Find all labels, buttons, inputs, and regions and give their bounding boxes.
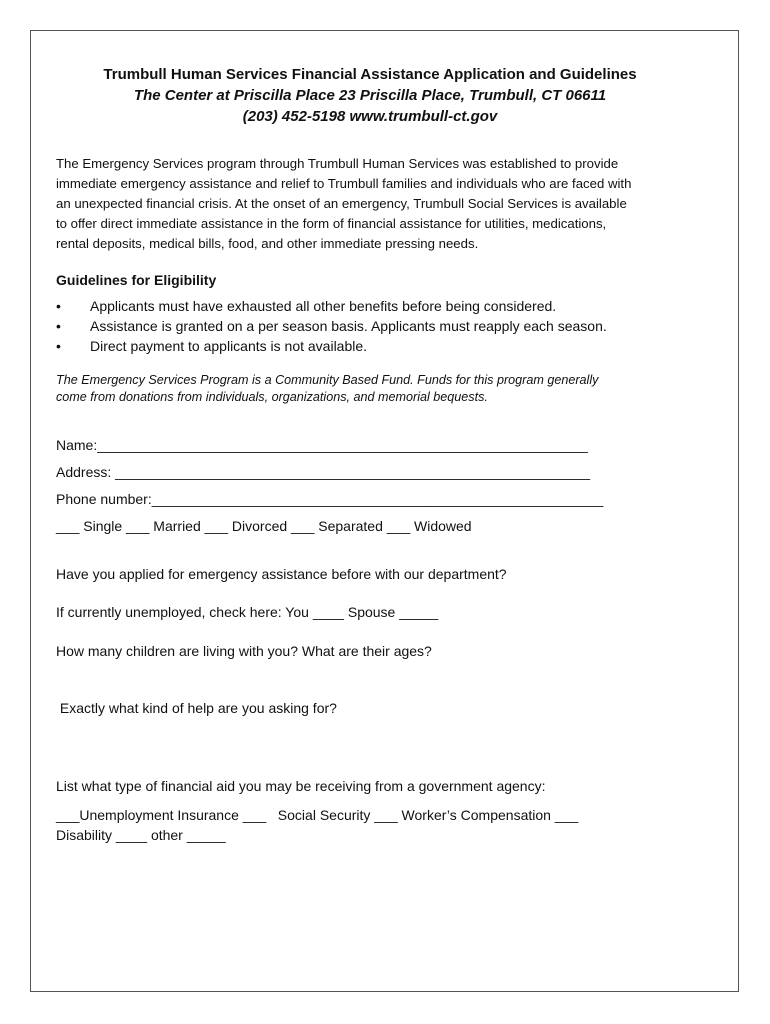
bullet-icon: •	[56, 298, 61, 314]
question-help-needed: Exactly what kind of help are you asking for?	[56, 700, 337, 716]
question-children: How many children are living with you? What are their ages?	[56, 643, 432, 659]
guideline-text: Direct payment to applicants is not available.	[90, 338, 368, 354]
bullet-icon: •	[56, 338, 61, 354]
fund-note-line: come from donations from individuals, organizations, and memorial bequests.	[56, 390, 488, 404]
guideline-item	[56, 318, 607, 334]
phone-field[interactable]: Phone number:__________________________________________________________	[56, 491, 604, 507]
intro-paragraph	[56, 154, 686, 254]
guideline-text: Applicants must have exhausted all other benefits before being considered.	[90, 298, 557, 314]
marital-status-options[interactable]: ___ Single ___ Married ___ Divorced ___ Separated ___ Widowed	[56, 518, 472, 534]
guideline-text: Assistance is granted on a per season basis. Applicants must reapply each season.	[90, 318, 607, 334]
name-field[interactable]: Name:_______________________________________________________________	[56, 437, 588, 453]
intro-line: immediate emergency assistance and relief to Trumbull families and individuals who are faced with	[56, 176, 632, 191]
guidelines-heading: Guidelines for Eligibility	[56, 272, 217, 288]
intro-line: rental deposits, medical bills, food, and other immediate pressing needs.	[56, 236, 479, 251]
bullet-icon: •	[56, 318, 61, 334]
question-unemployed[interactable]: If currently unemployed, check here: You ____ Spouse _____	[56, 604, 439, 620]
fund-note-line: The Emergency Services Program is a Community Based Fund. Funds for this program generally	[56, 373, 599, 387]
guideline-item	[56, 338, 367, 354]
guideline-item	[56, 298, 556, 314]
question-financial-aid: List what type of financial aid you may be receiving from a government agency:	[56, 778, 546, 794]
aid-options-line[interactable]: ___Unemployment Insurance ___ Social Security ___ Worker’s Compensation ___	[56, 807, 579, 823]
contact-line: (203) 452-5198 www.trumbull-ct.gov	[242, 108, 498, 125]
intro-line: an unexpected financial crisis. At the onset of an emergency, Trumbull Social Services is available	[56, 196, 627, 211]
intro-line: The Emergency Services program through Trumbull Human Services was established to provide	[56, 156, 619, 171]
address-field[interactable]: Address: _____________________________________________________________	[56, 464, 591, 480]
intro-line: to offer direct immediate assistance in the form of financial assistance for utilities, medications,	[56, 216, 607, 231]
center-address: The Center at Priscilla Place 23 Priscilla Place, Trumbull, CT 06611	[133, 87, 607, 104]
document-title: Trumbull Human Services Financial Assistance Application and Guidelines	[103, 66, 637, 83]
question-applied-before: Have you applied for emergency assistance before with our department?	[56, 566, 507, 582]
aid-options-line[interactable]: Disability ____ other _____	[56, 827, 226, 843]
